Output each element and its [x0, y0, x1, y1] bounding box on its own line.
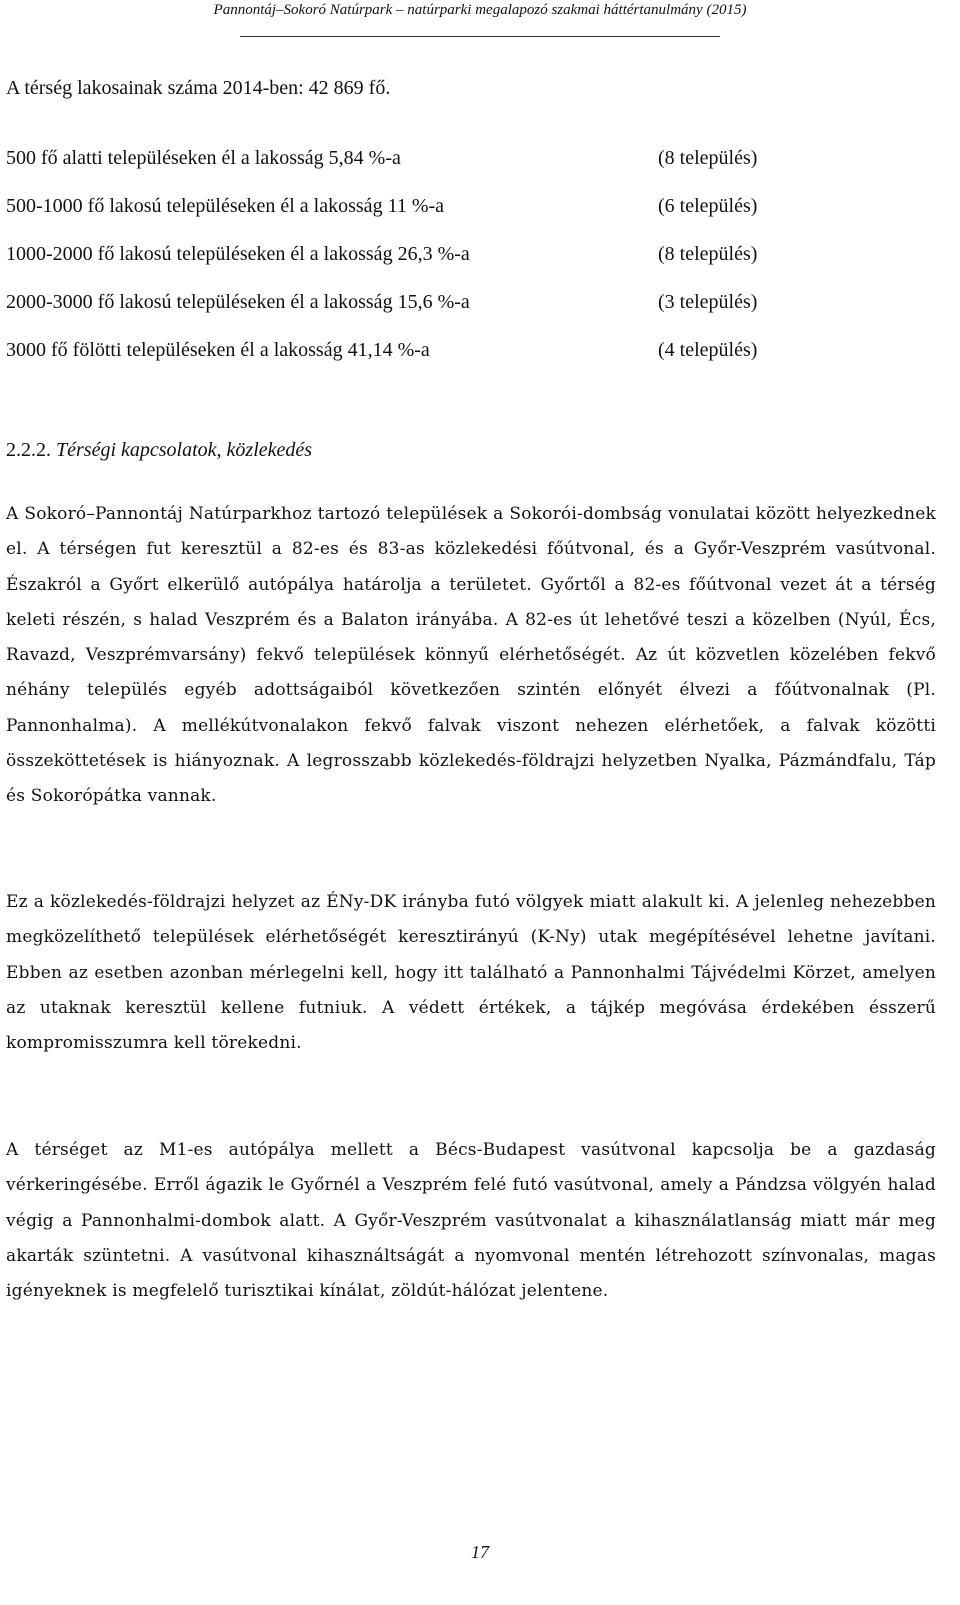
body-paragraph: A térséget az M1-es autópálya mellett a Bécs-Budapest vasútvonal kapcsolja be a gazdaság vérkeringésébe. Erről ágazik le Győrnél a Veszprém felé futó vasútvonal, amely a Pándzsa völgyén halad végig a Pannonhalmi-dombok alatt. A Győr-Veszprém vasútvonalat a kihasználatlanság miatt már meg akarták szüntetni. A vasútvonal kihasználtságát a nyomvonal mentén létrehozott színvonalas, magas igényeknek is megfelelő turisztikai kínálat, zöldút-hálózat jelentene.	[6, 1140, 936, 1302]
population-row-text: 3000 fő fölötti településeken él a lakosság 41,14 %-a	[6, 339, 430, 361]
population-row	[6, 287, 806, 335]
population-row	[6, 191, 806, 239]
header-divider	[240, 36, 720, 37]
body-paragraph: Ez a közlekedés-földrajzi helyzet az ÉNy-DK irányba futó völgyek miatt alakult ki. A jelenleg nehezebben megközelíthető települések elérhetőségét keresztirányú (K-Ny) utak megépítésével lehetne javítani. Ebben az esetben azonban mérlegelni kell, hogy itt található a Pannonhalmi Tájvédelmi Körzet, amelyen az utaknak keresztül kellene futniuk. A védett értékek, a tájkép megóvása érdekében ésszerű kompromisszumra kell törekedni.	[6, 892, 936, 1054]
page-number: 17	[471, 1542, 489, 1562]
population-row-count: (8 település)	[658, 243, 758, 265]
population-row-count: (3 település)	[658, 291, 758, 313]
population-row-text: 2000-3000 fő lakosú településeken él a lakosság 15,6 %-a	[6, 291, 470, 313]
population-row-text: 1000-2000 fő lakosú településeken él a lakosság 26,3 %-a	[6, 243, 470, 265]
population-list	[6, 143, 806, 383]
body-paragraph: A Sokoró–Pannontáj Natúrparkhoz tartozó települések a Sokorói-dombság vonulatai között helyezkednek el. A térségen fut keresztül a 82-es és 83-as közlekedési főútvonal, és a Győr-Veszprém vasútvonal. Északról a Győrt elkerülő autópálya határolja a területet. Győrtől a 82-es főútvonal vezet át a térség keleti részén, s halad Veszprém és a Balaton irányába. A 82-es út lehetővé teszi a közelben (Nyúl, Écs, Ravazd, Veszprémvarsány) fekvő települések könnyű elérhetőségét. Az út közvetlen közelében fekvő néhány település egyéb adottságaiból következően szintén előnyét élvezi a főútvonalnak (Pl. Pannonhalma). A mellékútvonalakon fekvő falvak viszont nehezen elérhetőek, a falvak közötti összeköttetések is hiányoznak. A legrosszabb közlekedés-földrajzi helyzetben Nyalka, Pázmándfalu, Táp és Sokorópátka vannak.	[6, 504, 936, 807]
section-heading	[6, 436, 312, 464]
running-header-title: Pannontáj–Sokoró Natúrpark – natúrparki megalapozó szakmai háttértanulmány (2015)	[213, 2, 747, 18]
population-row	[6, 239, 806, 287]
population-intro: A térség lakosainak száma 2014-ben: 42 869 fő.	[6, 77, 391, 99]
population-row-text: 500 fő alatti településeken él a lakosság 5,84 %-a	[6, 147, 401, 169]
population-row-count: (6 település)	[658, 195, 758, 217]
section-title: Térségi kapcsolatok, közlekedés	[56, 439, 313, 461]
population-row-text: 500-1000 fő lakosú településeken él a lakosság 11 %-a	[6, 195, 445, 217]
population-row-count: (8 település)	[658, 147, 758, 169]
population-row	[6, 335, 806, 383]
population-row-count: (4 település)	[658, 339, 758, 361]
population-row	[6, 143, 806, 191]
running-header	[0, 0, 960, 19]
section-number: 2.2.2.	[6, 439, 51, 461]
